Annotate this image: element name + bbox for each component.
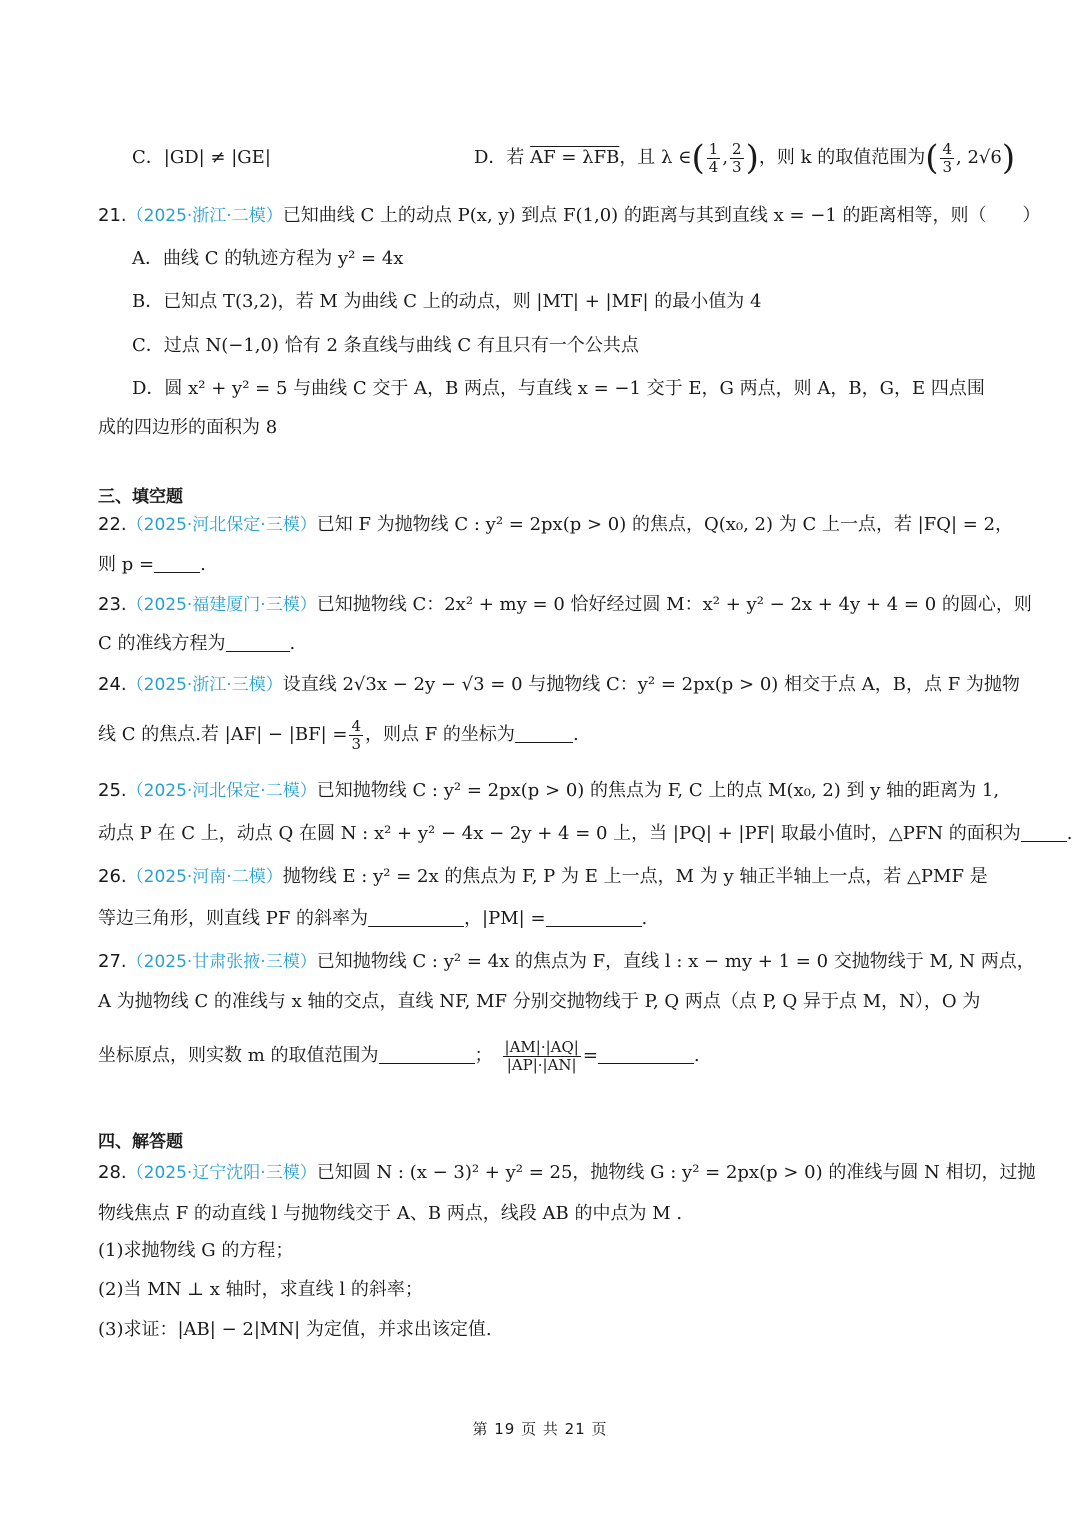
q25-stem: 25.（2025·河北保定·二模）已知抛物线 C : y² = 2px(p > 0) 的焦点为 F, C 上的点 M(x₀, 2) 到 y 轴的距离为 1,	[98, 780, 1000, 801]
q26-line2: 等边三角形，则直线 PF 的斜率为 ，|PM| = .	[98, 908, 648, 929]
q26-stem: 26.（2025·河南·二模）抛物线 E : y² = 2x 的焦点为 F, P 为 E 上一点，M 为 y 轴正半轴上一点，若 △PMF 是	[98, 866, 988, 887]
q23-stem: 23.（2025·福建厦门·三模）已知抛物线 C：2x² + my = 0 恰好经过圆 M：x² + y² − 2x + 4y + 4 = 0 的圆心，则	[98, 594, 1032, 615]
answer-blank[interactable]	[546, 908, 642, 927]
q21-option-c: C．过点 N(−1,0) 恰有 2 条直线与曲线 C 有且只有一个公共点	[132, 335, 639, 356]
q28-part1: (1)求抛物线 G 的方程；	[98, 1240, 294, 1261]
answer-blank[interactable]	[598, 1045, 694, 1064]
q21-stem: 21.（2025·浙江·二模）已知曲线 C 上的动点 P(x, y) 到点 F(1,0) 的距离与其到直线 x = −1 的距离相等，则（ ）	[98, 205, 1041, 226]
section-solutions: 四、解答题	[98, 1132, 183, 1152]
q20-option-d: D．若 AF = λFB，且 λ ∈( $\frac{1}{4}$ , $\frac{2}{3}$ )，则 k 的取值范围为( $\frac{4}{3}$ , 2√6)	[474, 138, 1016, 178]
q28-part3: (3)求证：|AB| − 2|MN| 为定值，并求出该定值.	[98, 1319, 492, 1340]
q25-line2: 动点 P 在 C 上，动点 Q 在圆 N : x² + y² − 4x − 2y + 4 = 0 上，当 |PQ| + |PF| 取最小值时，△PFN 的面积为 .	[98, 823, 1073, 844]
q28-part2: (2)当 MN ⊥ x 轴时，求直线 l 的斜率；	[98, 1279, 423, 1300]
answer-blank[interactable]	[515, 724, 573, 743]
section-fill-in: 三、填空题	[98, 487, 183, 507]
q28-stem: 28.（2025·辽宁沈阳·三模）已知圆 N : (x − 3)² + y² = 25，抛物线 G : y² = 2px(p > 0) 的准线与圆 N 相切，过抛	[98, 1162, 1036, 1183]
answer-blank[interactable]	[154, 554, 200, 573]
q21-option-b: B．已知点 T(3,2)，若 M 为曲线 C 上的动点，则 |MT| + |MF| 的最小值为 4	[132, 291, 762, 312]
q28-line2: 物线焦点 F 的动直线 l 与抛物线交于 A、B 两点，线段 AB 的中点为 M .	[98, 1203, 683, 1224]
q24-stem: 24.（2025·浙江·三模）设直线 2√3x − 2y − √3 = 0 与抛物线 C：y² = 2px(p > 0) 相交于点 A，B，点 F 为抛物	[98, 674, 1020, 695]
answer-blank[interactable]	[1021, 823, 1067, 842]
q20-option-c: C．|GD| ≠ |GE|	[132, 147, 271, 168]
page-footer: 第 19 页 共 21 页	[472, 1420, 608, 1438]
q27-line3: 坐标原点，则实数 m 的取值范围为 ； $\frac{|AM|\cdot|AQ|}{|AP|\cdot|AN|}$ = .	[98, 1037, 700, 1074]
answer-blank[interactable]	[368, 908, 464, 927]
q22-line2: 则 p = .	[98, 554, 206, 575]
q21-option-d-cont: 成的四边形的面积为 8	[98, 417, 278, 438]
answer-blank[interactable]	[226, 633, 290, 652]
q27-line2: A 为抛物线 C 的准线与 x 轴的交点，直线 NF, MF 分别交抛物线于 P, Q 两点（点 P, Q 异于点 M，N），O 为	[98, 991, 981, 1012]
q23-line2: C 的准线方程为 .	[98, 633, 296, 654]
q21-option-d: D．圆 x² + y² = 5 与曲线 C 交于 A，B 两点，与直线 x = −1 交于 E，G 两点，则 A，B，G，E 四点围	[132, 378, 985, 399]
q24-line2: 线 C 的焦点.若 |AF| − |BF| = $\frac{4}{3}$ ，则点 F 的坐标为 .	[98, 716, 579, 753]
answer-blank[interactable]	[379, 1045, 475, 1064]
q22-stem: 22.（2025·河北保定·三模）已知 F 为抛物线 C : y² = 2px(p > 0) 的焦点，Q(x₀, 2) 为 C 上一点，若 |FQ| = 2，	[98, 514, 1014, 535]
q21-option-a: A．曲线 C 的轨迹方程为 y² = 4x	[132, 248, 404, 269]
q27-stem: 27.（2025·甘肃张掖·三模）已知抛物线 C : y² = 4x 的焦点为 F，直线 l : x − my + 1 = 0 交抛物线于 M, N 两点，	[98, 951, 1035, 972]
